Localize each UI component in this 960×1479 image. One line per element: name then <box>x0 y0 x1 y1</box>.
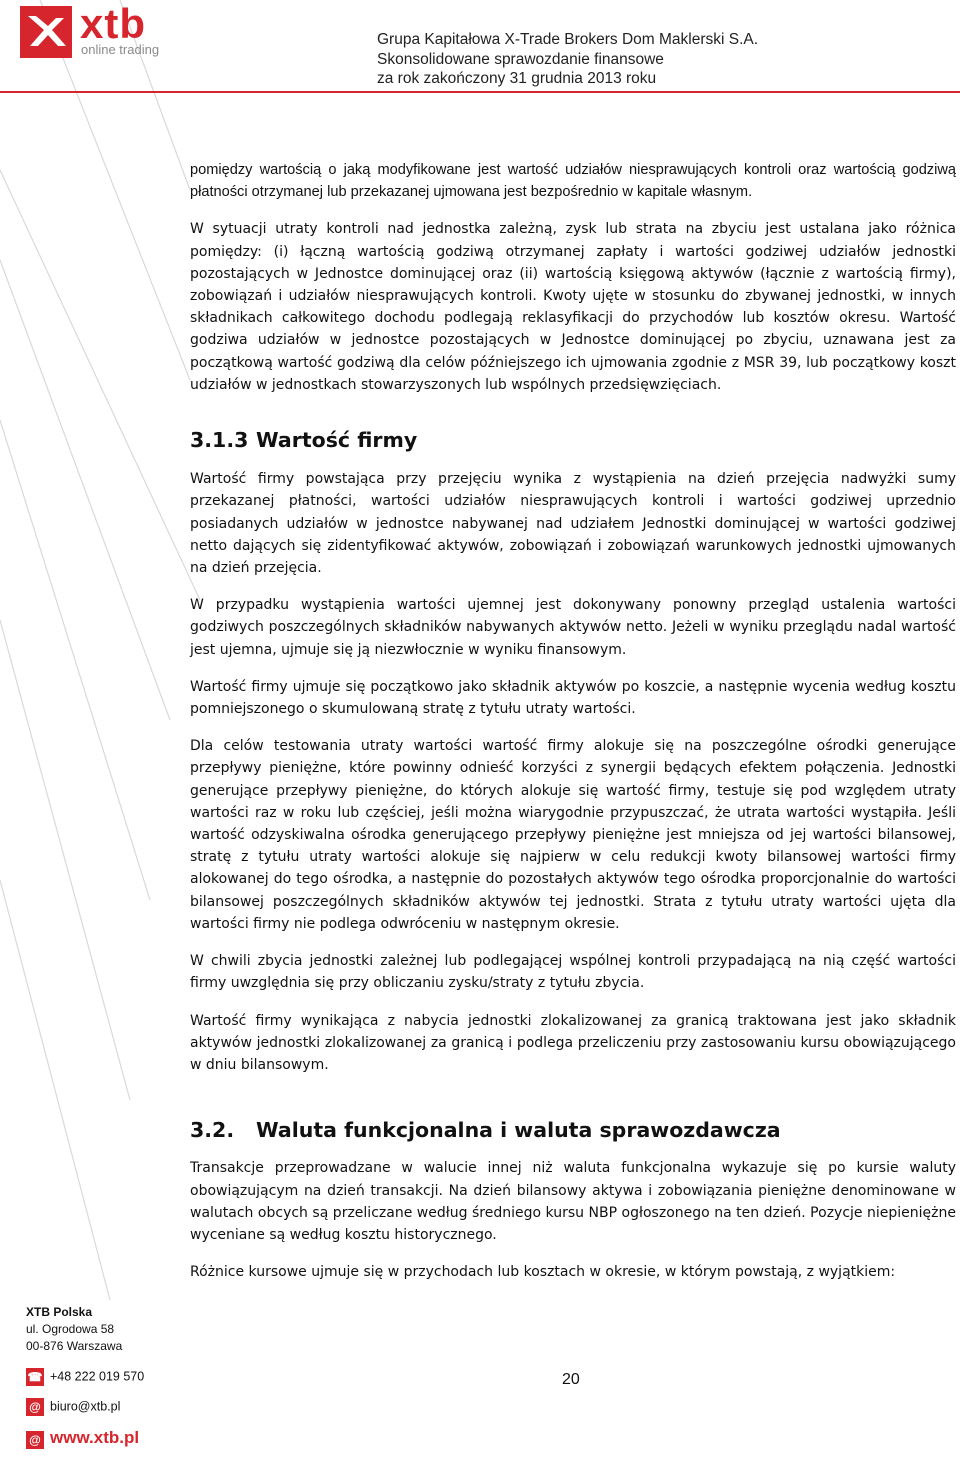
header-report-title: Skonsolidowane sprawozdanie finansowe <box>377 50 664 68</box>
paragraph-goodwill-5: W chwili zbycia jednostki zależnej lub podlegającej wspólnej kontroli przypadającą na nią część wartości firmy uwzględnia się przy obliczaniu zysku/straty z tytułu zbycia. <box>190 953 956 992</box>
footer-phone: +48 222 019 570 <box>50 1369 145 1384</box>
paragraph-currency-1: Transakcje przeprowadzane w walucie innej niż waluta funkcjonalna wykazuje się po kursie waluty obowiązującym na dzień transakcji. Na dzień bilansowy aktywa i zobowiązania pieniężne denominowane w walutach obcych są przeliczane według średniego kursu NBP ogłoszonego na ten dzień. Pozycje niepieniężne wyceniane są według kosztu historycznego. <box>190 1160 956 1243</box>
web-icon: @ <box>26 1431 44 1449</box>
footer-city: 00-876 Warszawa <box>26 1339 123 1353</box>
paragraph-goodwill-3: Wartość firmy ujmuje się początkowo jako składnik aktywów po koszcie, a następnie wycenia według kosztu pomniejszonego o skumulowaną stratę z tytułu utraty wartości. <box>190 678 956 718</box>
section-title: Waluta funkcjonalna i waluta sprawozdawcza <box>256 1118 781 1143</box>
phone-icon: ☎ <box>27 1370 43 1384</box>
header-divider <box>0 91 960 93</box>
paragraph-currency-2: Różnice kursowe ujmuje się w przychodach lub kosztach w okresie, w którym powstają, z wyjątkiem: <box>190 1264 896 1281</box>
footer-street: ul. Ogrodowa 58 <box>26 1322 115 1336</box>
page-header <box>0 0 960 92</box>
section-number: 3.2. <box>190 1118 235 1143</box>
header-period: za rok zakończony 31 grudnia 2013 roku <box>377 70 657 87</box>
paragraph-intro: pomiędzy wartością o jaką modyfikowane jest wartość udziałów niesprawujących kontroli oraz wartością godziwą płatności otrzymanej lub przekazanej ujmowana jest bezpośrednio w kapitale własnym. <box>190 162 956 201</box>
header-company: Grupa Kapitałowa X-Trade Brokers Dom Maklerski S.A. <box>377 31 759 48</box>
xtb-logo-icon <box>20 6 72 58</box>
footer-phone-row <box>26 1368 144 1386</box>
footer-email[interactable]: biuro@xtb.pl <box>50 1399 121 1414</box>
paragraph-goodwill-4: Dla celów testowania utraty wartości wartość firmy alokuje się na poszczególne ośrodki generujące przepływy pieniężne, które powinny odnieść korzyści z synergii będących efektem połączenia. Jednostki generujące przepływy pieniężne, do których alokuje się wartość firmy, testuje się pod względem utraty wartości raz w roku lub częściej, jeśli można wiarygodnie przypuszczać, że utrata wartości wystąpiła. Jeśli wartość odzyskiwalna ośrodka generującego przepływy pieniężne jest mniejsza od jej wartości bilansowej, stratę z tytułu utraty wartości alokuje się najpierw w celu redukcji kwoty bilansowej wartości firmy alokowanej do tego ośrodka, a następnie do pozostałych aktywów tego ośrodka proporcjonalnie do wartości bilansowej poszczególnych składników aktywów tej jednostki. Strata z tytułu utraty wartości ujęta dla wartości firmy nie podlega odwróceniu w następnym okresie. <box>190 738 956 932</box>
logo-tagline: online trading <box>81 42 160 57</box>
footer-email-row <box>26 1398 120 1416</box>
report-header <box>377 30 758 89</box>
paragraph-goodwill-6: Wartość firmy wynikająca z nabycia jednostki zlokalizowanej za granicą traktowana jest jako składnik aktywów jednostki zlokalizowanej za granicą i podlega przeliczeniu przy zastosowaniu kursu obowiązującego w dniu bilansowym. <box>190 1012 956 1073</box>
paragraph-goodwill-1: Wartość firmy powstająca przy przejęciu wynika z wystąpienia na dzień przejęcia nadwyżki sumy przekazanej płatności, wartości udziałów niesprawujących kontroli i wartości godziwej uprzednio posiadanych udziałów w jednostce nabywanej nad udziałem Jednostki dominującej w wartości godziwej netto dających się zidentyfikować aktywów, zobowiązań i zobowiązań warunkowych jednostki ujmowanych na dzień przejęcia. <box>190 471 956 577</box>
paragraph-loss-of-control: W sytuacji utraty kontroli nad jednostka zależną, zysk lub strata na zbyciu jest ustalana jako różnica pomiędzy: (i) łączną wartością godziwą otrzymanej zapłaty i wartości godziwej udziałów jednostki pozostających w Jednostce dominującej oraz (ii) wartością księgową aktywów (łącznie z wartością firmy), zobowiązań i udziałów niesprawujących kontroli. Kwoty ujęte w stosunku do zbywanej jednostki, w innych składnikach całkowitego dochodu podlegają reklasyfikacji do przychodów lub kosztów okresu. Wartość godziwa udziałów w jednostce pozostających w Jednostce dominującej po zbyciu, uznawana jest za początkową wartość godziwą dla celów późniejszego ich ujmowania zgodnie z MSR 39, lub początkowy koszt udziałów w jednostkach stowarzyszonych lub wspólnych przedsięwzięciach. <box>190 221 956 393</box>
logo-wordmark: xtb <box>80 0 146 47</box>
footer-address <box>26 1304 122 1355</box>
page-number: 20 <box>562 1371 580 1388</box>
section-title: Wartość firmy <box>256 428 418 453</box>
footer-company: XTB Polska <box>26 1305 93 1319</box>
email-icon: @ <box>26 1398 44 1416</box>
section-heading-goodwill <box>190 429 956 451</box>
paragraph-goodwill-2: W przypadku wystąpienia wartości ujemnej jest dokonywany ponowny przegląd ustalenia wartości godziwych poszczególnych składników nabywanych aktywów netto. Jeżeli w wyniku przeglądu nadal wartość jest ujemna, ujmuje się ją niezwłocznie w wyniku finansowym. <box>190 597 956 658</box>
footer-web[interactable]: www.xtb.pl <box>50 1428 140 1447</box>
section-heading-currency <box>190 1119 956 1141</box>
footer-web-row <box>26 1428 139 1449</box>
section-number: 3.1.3 <box>190 428 249 453</box>
document-body <box>190 159 956 1283</box>
